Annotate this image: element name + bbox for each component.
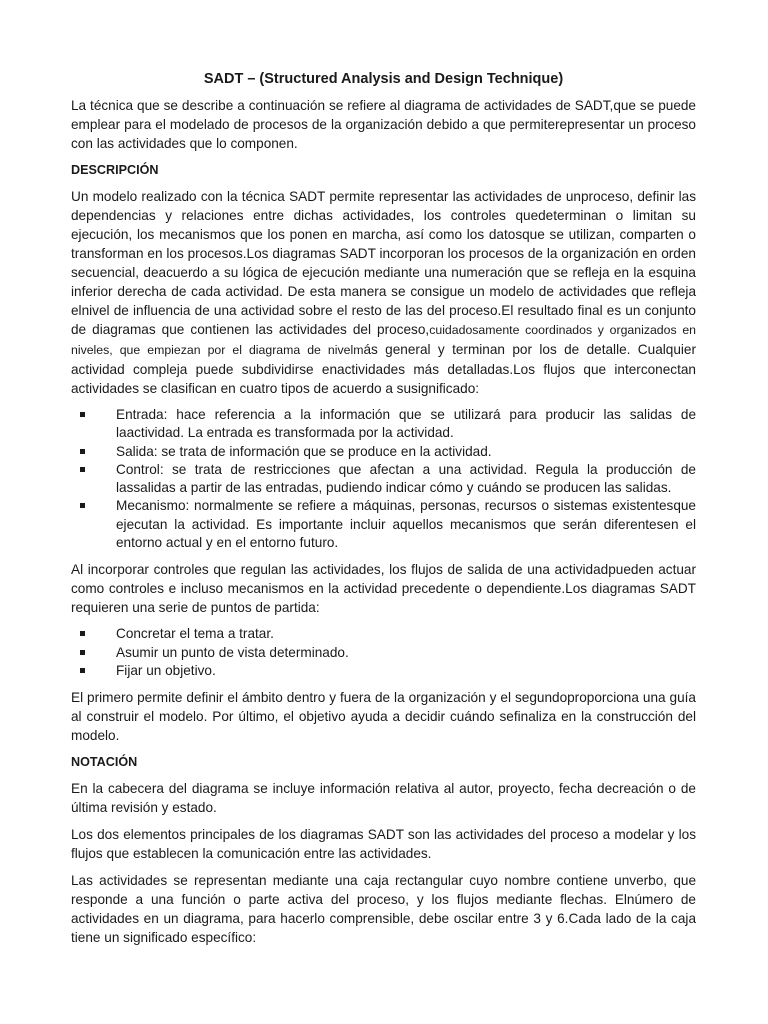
bullet-square-icon xyxy=(80,668,85,673)
notation-paragraph-1: En la cabecera del diagrama se incluye información relativa al autor, proyecto, fecha decreación o de última revisión y estado. xyxy=(71,781,696,816)
flow-type-mecanismo: Mecanismo: normalmente se refiere a máquinas, personas, recursos o sistemas existentesque ejecutan la actividad. Es importante incluir aquellos mecanismos que serán diferentesen el entorno actual y en el entorno futuro. xyxy=(116,498,696,551)
bullet-square-icon xyxy=(80,503,85,508)
document-title: SADT – (Structured Analysis and Design Technique) xyxy=(203,71,564,87)
notation-heading: NOTACIÓN xyxy=(71,755,138,770)
list-item xyxy=(71,497,696,552)
starting-points-list xyxy=(71,625,696,680)
bullet-square-icon xyxy=(80,412,85,417)
description-paragraph-1 xyxy=(71,187,696,398)
description-heading: DESCRIPCIÓN xyxy=(71,163,159,177)
flow-types-list xyxy=(71,406,696,552)
starting-point-tema: Concretar el tema a tratar. xyxy=(116,626,274,642)
bullet-square-icon xyxy=(80,631,85,636)
bullet-square-icon xyxy=(80,650,85,655)
list-item xyxy=(71,443,696,461)
starting-point-vista: Asumir un punto de vista determinado. xyxy=(116,644,349,660)
description-text-a: Un modelo realizado con la técnica SADT permite representar las actividades de unproceso, definir las dependencias y relaciones entre dichas actividades, los controles quedeterminan o limitan su ejecución, los mecanismos que los ponen en marcha, así como los datosque se utilizan, comparten o transforman en los procesos.Los diagramas SADT incorporan los procesos de la organización en orden secuencial, deacuerdo a su lógica de ejecución mediante una numeración que se refleja en la esquina inferior derecha de cada actividad. De esta manera se consigue un modelo de actividades que refleja elnivel de influencia de una actividad sobre el resto de las del proceso.El resultado final es un conjunto de diagramas que contienen las actividades del proceso, xyxy=(71,189,696,337)
flow-type-control: Control: se trata de restricciones que afectan a una actividad. Regula la producción de lassalidas a partir de las entradas, pudiendo indicar cómo y cuándo se producen las salidas. xyxy=(116,461,696,496)
bullet-square-icon xyxy=(80,467,85,472)
notation-paragraph-2: Los dos elementos principales de los diagramas SADT son las actividades del proceso a modelar y los flujos que establecen la comunicación entre las actividades. xyxy=(71,827,696,862)
intro-paragraph: La técnica que se describe a continuación se refiere al diagrama de actividades de SADT,que se puede emplear para el modelado de procesos de la organización debido a que permiterepresentar un proceso con las actividades que lo componen. xyxy=(71,98,696,151)
list-item xyxy=(71,406,696,443)
description-text-b: ás general y terminan por los de detalle. Cualquier actividad compleja puede subdividirse enactividades más detalladas.Los flujos que interconectan actividades se clasifican en cuatro tipos de acuerdo a susignificado: xyxy=(71,342,696,396)
flow-type-salida: Salida: se trata de información que se produce en la actividad. xyxy=(116,443,492,459)
description-paragraph-2: Al incorporar controles que regulan las actividades, los flujos de salida de una actividadpueden actuar como controles e incluso mecanismos en la actividad precedente o dependiente.Los diagramas SADT requieren una serie de puntos de partida: xyxy=(71,562,696,616)
starting-point-objetivo: Fijar un objetivo. xyxy=(116,662,216,678)
list-item xyxy=(71,625,696,643)
bullet-square-icon xyxy=(80,449,85,454)
list-item xyxy=(71,461,696,498)
description-paragraph-3: El primero permite definir el ámbito dentro y fuera de la organización y el segundoproporciona una guía al construir el modelo. Por último, el objetivo ayuda a decidir cuándo sefinaliza en la construcción del modelo. xyxy=(71,690,696,744)
notation-paragraph-3: Las actividades se representan mediante una caja rectangular cuyo nombre contiene unverbo, que responde a una función o parte activa del proceso, y los flujos mediante flechas. Elnúmero de actividades en un diagrama, para hacerlo comprensible, debe oscilar entre 3 y 6.Cada lado de la caja tiene un significado específico: xyxy=(71,873,696,946)
list-item xyxy=(71,662,696,680)
flow-type-entrada: Entrada: hace referencia a la información que se utilizará para producir las salidas de laactividad. La entrada es transformada por la actividad. xyxy=(116,407,696,441)
list-item xyxy=(71,644,696,662)
description-text-small: cuidadosamente coordinados y organizados en niveles, que empiezan por el diagrama de nivelm xyxy=(71,323,696,357)
